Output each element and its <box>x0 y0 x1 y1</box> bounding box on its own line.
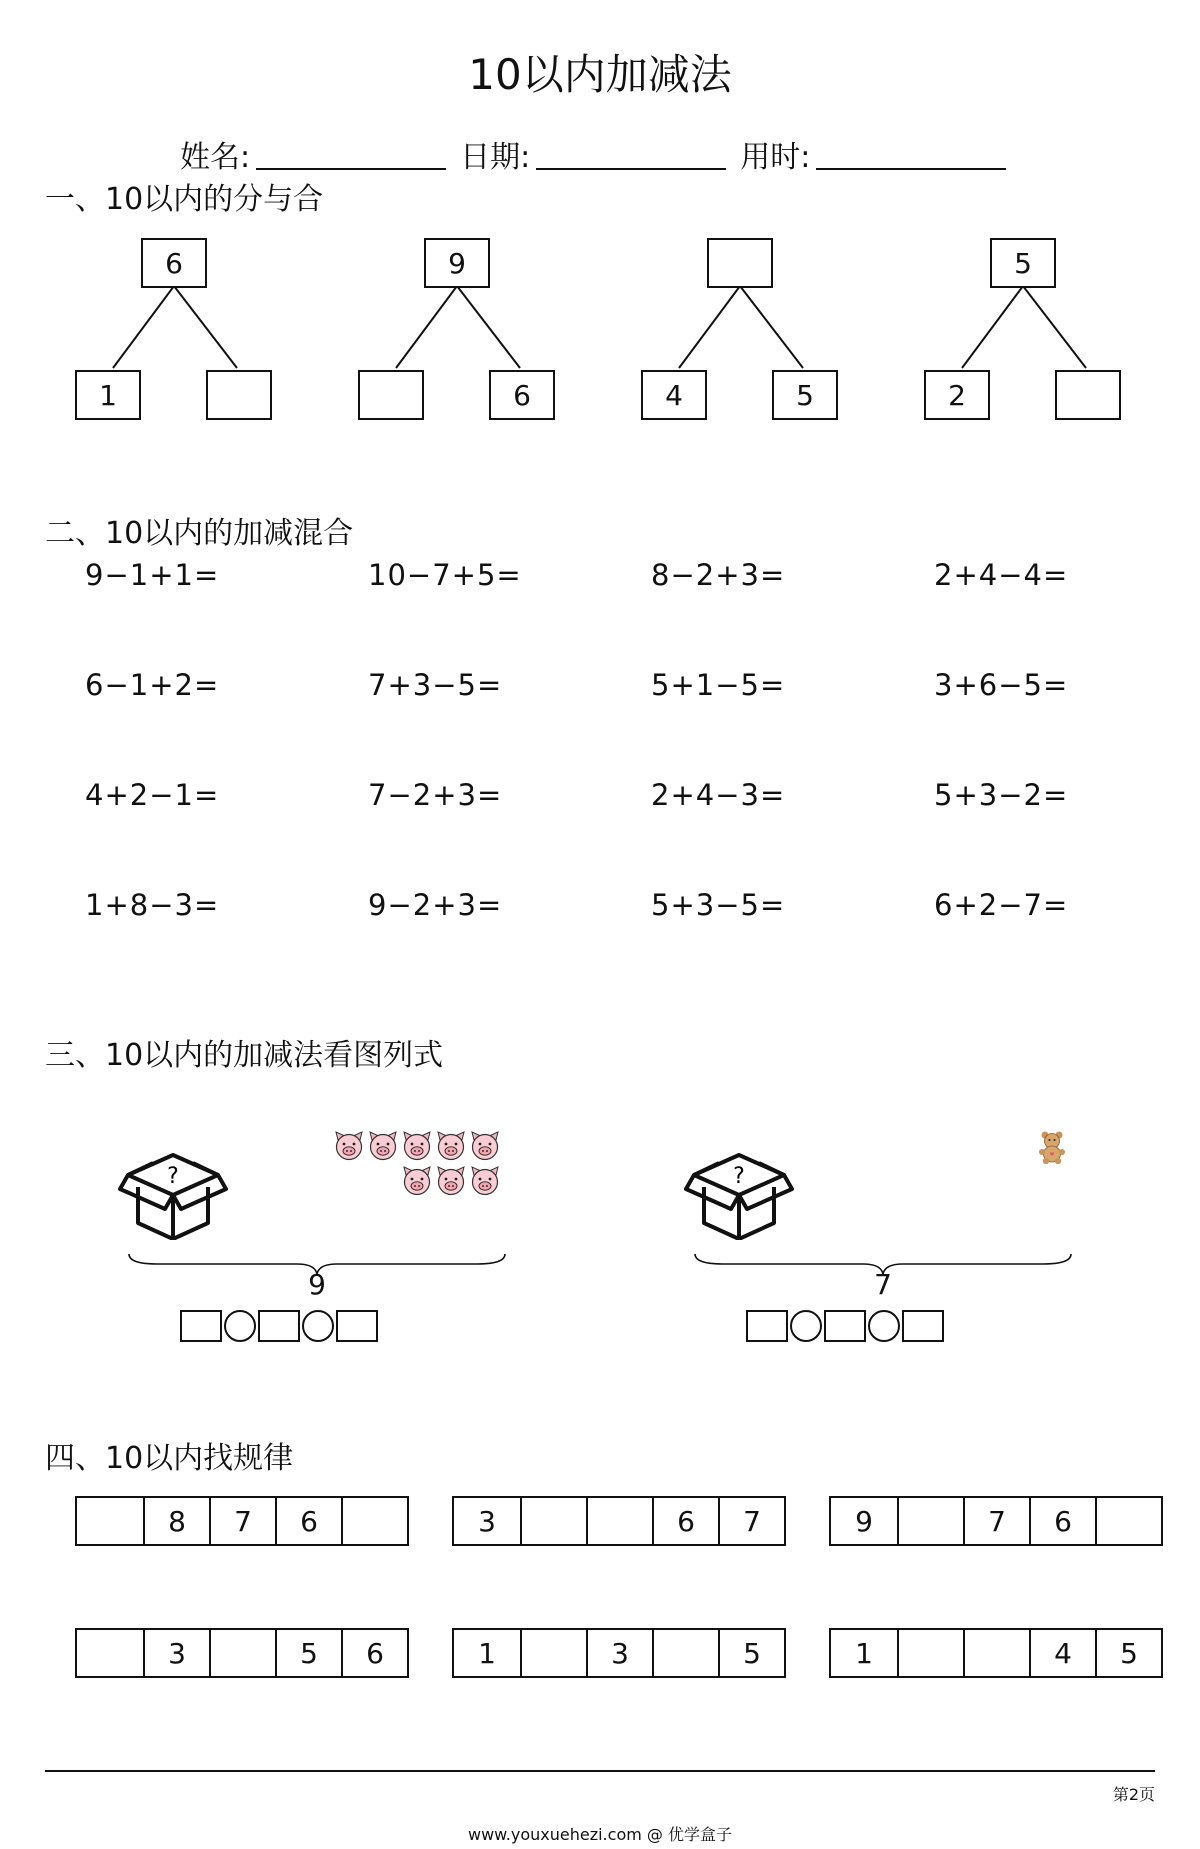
answer-number-box[interactable] <box>902 1310 944 1342</box>
answer-operator-circle[interactable] <box>302 1310 334 1342</box>
mystery-box-icon <box>684 1145 794 1240</box>
split-left-box: 4 <box>641 370 707 420</box>
section-4-title: 四、10以内找规律 <box>45 1441 294 1476</box>
sequence-cell[interactable] <box>897 1630 963 1676</box>
time-label: 用时: <box>740 140 811 175</box>
number-sequence <box>829 1496 1163 1546</box>
sequence-cell: 6 <box>1029 1498 1095 1544</box>
split-left-box[interactable] <box>358 370 424 420</box>
split-right-box[interactable] <box>1055 370 1121 420</box>
equation[interactable]: 3+6−5= <box>934 668 1069 702</box>
page-title: 10以内加减法 <box>468 50 732 99</box>
number-sequence <box>452 1496 786 1546</box>
sequence-cell[interactable] <box>341 1498 407 1544</box>
sequence-cell: 5 <box>1095 1630 1161 1676</box>
number-sequence <box>75 1496 409 1546</box>
sequence-cell: 7 <box>963 1498 1029 1544</box>
pig-face-icon <box>401 1166 433 1196</box>
date-blank[interactable] <box>536 167 726 170</box>
pig-face-icon <box>469 1131 501 1161</box>
equation[interactable]: 6−1+2= <box>85 668 220 702</box>
sequence-cell: 1 <box>855 1636 873 1670</box>
sequence-cell: 3 <box>478 1504 496 1538</box>
sequence-cell: 6 <box>275 1498 341 1544</box>
sequence-cell[interactable] <box>209 1630 275 1676</box>
section-3-title: 三、10以内的加减法看图列式 <box>45 1038 444 1073</box>
sequence-cell[interactable] <box>897 1498 963 1544</box>
answer-row <box>180 1310 378 1342</box>
sequence-cell: 7 <box>209 1498 275 1544</box>
split-top-box: 9 <box>424 238 490 288</box>
split-tree-lines <box>639 286 839 376</box>
equation[interactable]: 1+8−3= <box>85 888 220 922</box>
sequence-cell: 3 <box>143 1630 209 1676</box>
answer-operator-circle[interactable] <box>790 1310 822 1342</box>
sequence-cell: 5 <box>718 1630 784 1676</box>
pig-face-icon <box>435 1131 467 1161</box>
equation[interactable]: 9−2+3= <box>368 888 503 922</box>
equation[interactable]: 6+2−7= <box>934 888 1069 922</box>
sequence-cell: 4 <box>1029 1630 1095 1676</box>
box-question-mark: ? <box>167 1164 179 1189</box>
sequence-cell[interactable] <box>520 1498 586 1544</box>
sequence-cell[interactable] <box>77 1498 143 1544</box>
sequence-cell: 7 <box>718 1498 784 1544</box>
equation[interactable]: 4+2−1= <box>85 778 220 812</box>
box-question-mark: ? <box>733 1164 745 1189</box>
answer-number-box[interactable] <box>180 1310 222 1342</box>
sequence-cell: 6 <box>652 1498 718 1544</box>
name-blank[interactable] <box>256 167 446 170</box>
student-info <box>180 132 1020 176</box>
split-top-box: 6 <box>141 238 207 288</box>
answer-operator-circle[interactable] <box>868 1310 900 1342</box>
date-label: 日期: <box>460 140 531 175</box>
equation[interactable]: 2+4−4= <box>934 558 1069 592</box>
split-tree-lines <box>356 286 556 376</box>
site-credit: www.youxuehezi.com @ 优学盒子 <box>468 1825 732 1844</box>
equation[interactable]: 2+4−3= <box>651 778 786 812</box>
number-sequence <box>75 1628 409 1678</box>
section-1-title: 一、10以内的分与合 <box>45 182 324 217</box>
sequence-cell: 5 <box>275 1630 341 1676</box>
pig-face-icon <box>367 1131 399 1161</box>
pig-face-icon <box>401 1131 433 1161</box>
answer-number-box[interactable] <box>258 1310 300 1342</box>
sequence-cell: 6 <box>341 1630 407 1676</box>
footer-divider <box>45 1770 1155 1772</box>
equation[interactable]: 9−1+1= <box>85 558 220 592</box>
time-blank[interactable] <box>816 167 1006 170</box>
equation[interactable]: 5+3−2= <box>934 778 1069 812</box>
sequence-cell[interactable] <box>652 1630 718 1676</box>
split-tree-lines <box>73 286 273 376</box>
pig-face-icon <box>333 1131 365 1161</box>
sequence-cell: 9 <box>855 1504 873 1538</box>
equation[interactable]: 7+3−5= <box>368 668 503 702</box>
answer-row <box>746 1310 944 1342</box>
pig-face-icon <box>435 1166 467 1196</box>
section-2-title: 二、10以内的加减混合 <box>45 516 354 551</box>
number-sequence <box>452 1628 786 1678</box>
answer-number-box[interactable] <box>824 1310 866 1342</box>
split-left-box: 2 <box>924 370 990 420</box>
mystery-box-icon <box>118 1145 228 1240</box>
number-sequence <box>829 1628 1163 1678</box>
split-left-box: 1 <box>75 370 141 420</box>
page-number: 第2页 <box>1112 1785 1155 1804</box>
teddy-bear-icon <box>1037 1130 1067 1164</box>
split-right-box[interactable] <box>206 370 272 420</box>
equation[interactable]: 5+3−5= <box>651 888 786 922</box>
split-top-box: 5 <box>990 238 1056 288</box>
split-right-box: 5 <box>772 370 838 420</box>
equation[interactable]: 8−2+3= <box>651 558 786 592</box>
sequence-cell: 1 <box>478 1636 496 1670</box>
split-top-box[interactable] <box>707 238 773 288</box>
sequence-cell[interactable] <box>586 1498 652 1544</box>
equation[interactable]: 10−7+5= <box>368 558 522 592</box>
equation[interactable]: 7−2+3= <box>368 778 503 812</box>
answer-number-box[interactable] <box>336 1310 378 1342</box>
split-tree-lines <box>922 286 1122 376</box>
pig-face-icon <box>469 1166 501 1196</box>
sequence-cell: 3 <box>586 1630 652 1676</box>
sequence-cell[interactable] <box>963 1630 1029 1676</box>
equation[interactable]: 5+1−5= <box>651 668 786 702</box>
sequence-cell[interactable] <box>77 1630 143 1676</box>
total-value: 7 <box>874 1268 892 1301</box>
answer-operator-circle[interactable] <box>224 1310 256 1342</box>
sequence-cell[interactable] <box>1095 1498 1161 1544</box>
split-right-box: 6 <box>489 370 555 420</box>
total-value: 9 <box>308 1268 326 1301</box>
sequence-cell[interactable] <box>520 1630 586 1676</box>
sequence-cell: 8 <box>143 1498 209 1544</box>
name-label: 姓名: <box>180 140 251 175</box>
answer-number-box[interactable] <box>746 1310 788 1342</box>
